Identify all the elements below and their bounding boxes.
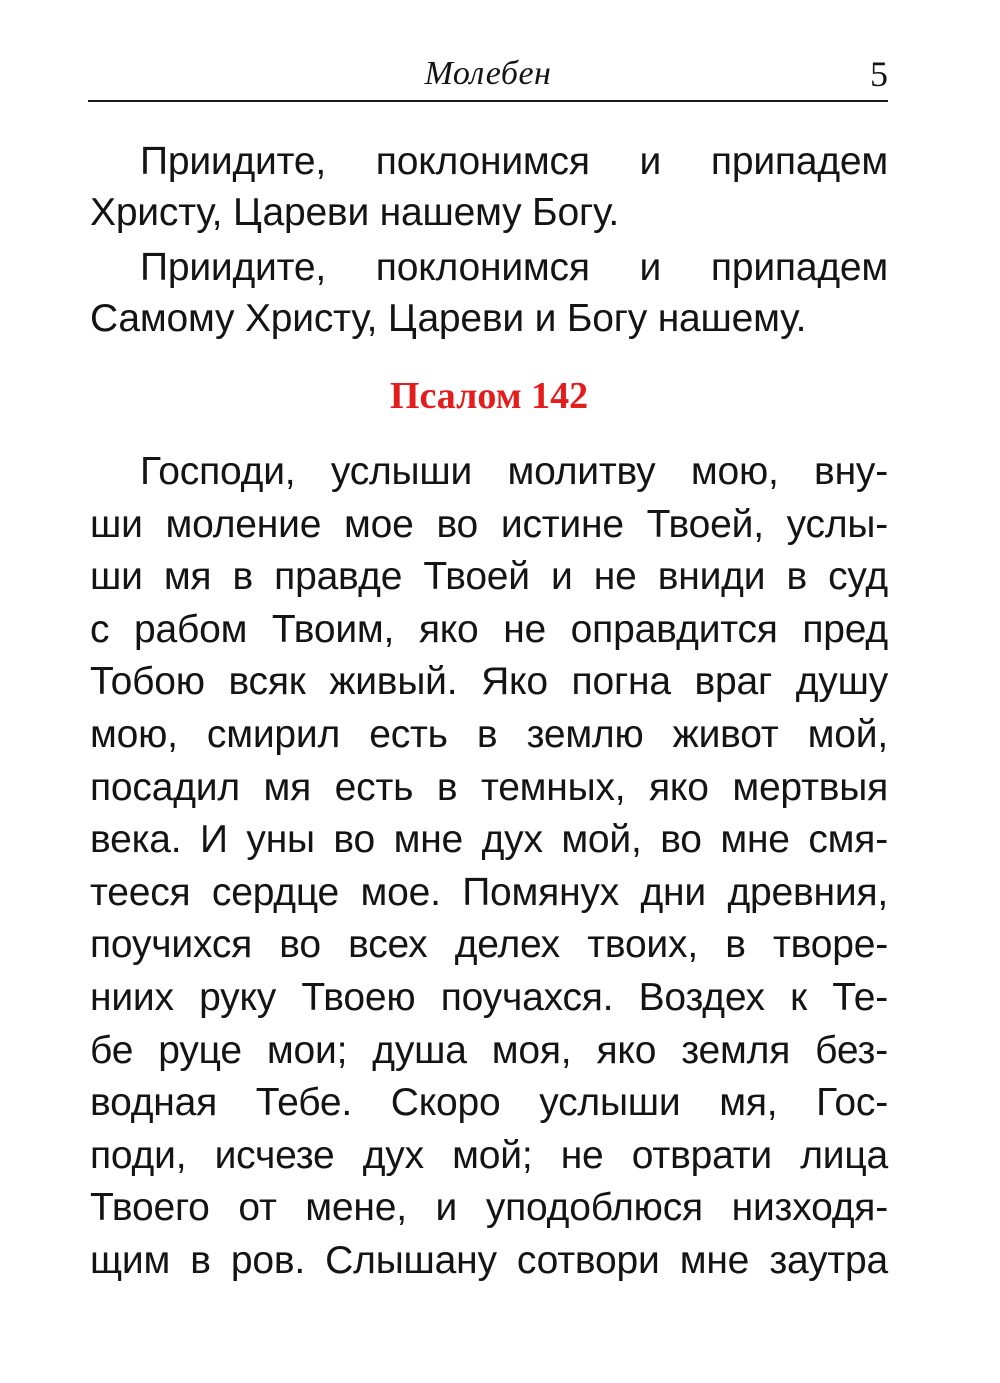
paragraph-2 (90, 242, 888, 344)
psalm-line: поди, исчезе дух мой; не отврати лица (90, 1133, 888, 1177)
psalm-line: Господи, услыши молитву мою, вну- (140, 450, 888, 493)
psalm-line: ниих руку Твоею поучахся. Воздех к Те- (90, 975, 888, 1019)
psalm-line: мою, смирил есть в землю живот мой, (90, 712, 888, 756)
psalm-line: Тобою всяк живый. Яко погна враг душу (90, 660, 888, 704)
page-number: 5 (870, 54, 888, 94)
paragraph-line: Приидите, поклонимся и припадем (140, 246, 888, 289)
psalm-line: тееся сердце мое. Помянух дни древния, (90, 870, 888, 914)
paragraph-1 (90, 136, 888, 238)
paragraph-line: Христу, Цареви нашему Богу. (90, 191, 620, 234)
psalm-line: бе руце мои; душа моя, яко земля без- (90, 1028, 888, 1072)
psalm-line: щим в ров. Слышану сотвори мне заутра (90, 1238, 888, 1282)
psalm-line: ши мя в правде Твоей и не вниди в суд (90, 555, 888, 599)
psalm-line: водная Тебе. Скоро услыши мя, Гос- (90, 1081, 888, 1125)
psalm-heading: Псалом 142 (389, 375, 589, 417)
psalm-line: Твоего от мене, и уподоблюся низходя- (90, 1186, 888, 1230)
psalm-line: поучихся во всех делех твоих, в творе- (90, 923, 888, 967)
psalm-line: с рабом Твоим, яко не оправдится пред (90, 607, 888, 651)
psalm-line: ши моление мое во истине Твоей, услы- (90, 502, 888, 546)
running-header (88, 52, 888, 102)
paragraph-line: Приидите, поклонимся и припадем (140, 140, 888, 183)
psalm-line: посадил мя есть в темных, яко мертвыя (90, 765, 888, 809)
psalm-line: века. И уны во мне дух мой, во мне смя- (90, 818, 888, 862)
psalm-text (90, 446, 888, 1288)
paragraph-line: Самому Христу, Цареви и Богу нашему. (90, 297, 807, 340)
running-title: Молебен (424, 55, 552, 92)
